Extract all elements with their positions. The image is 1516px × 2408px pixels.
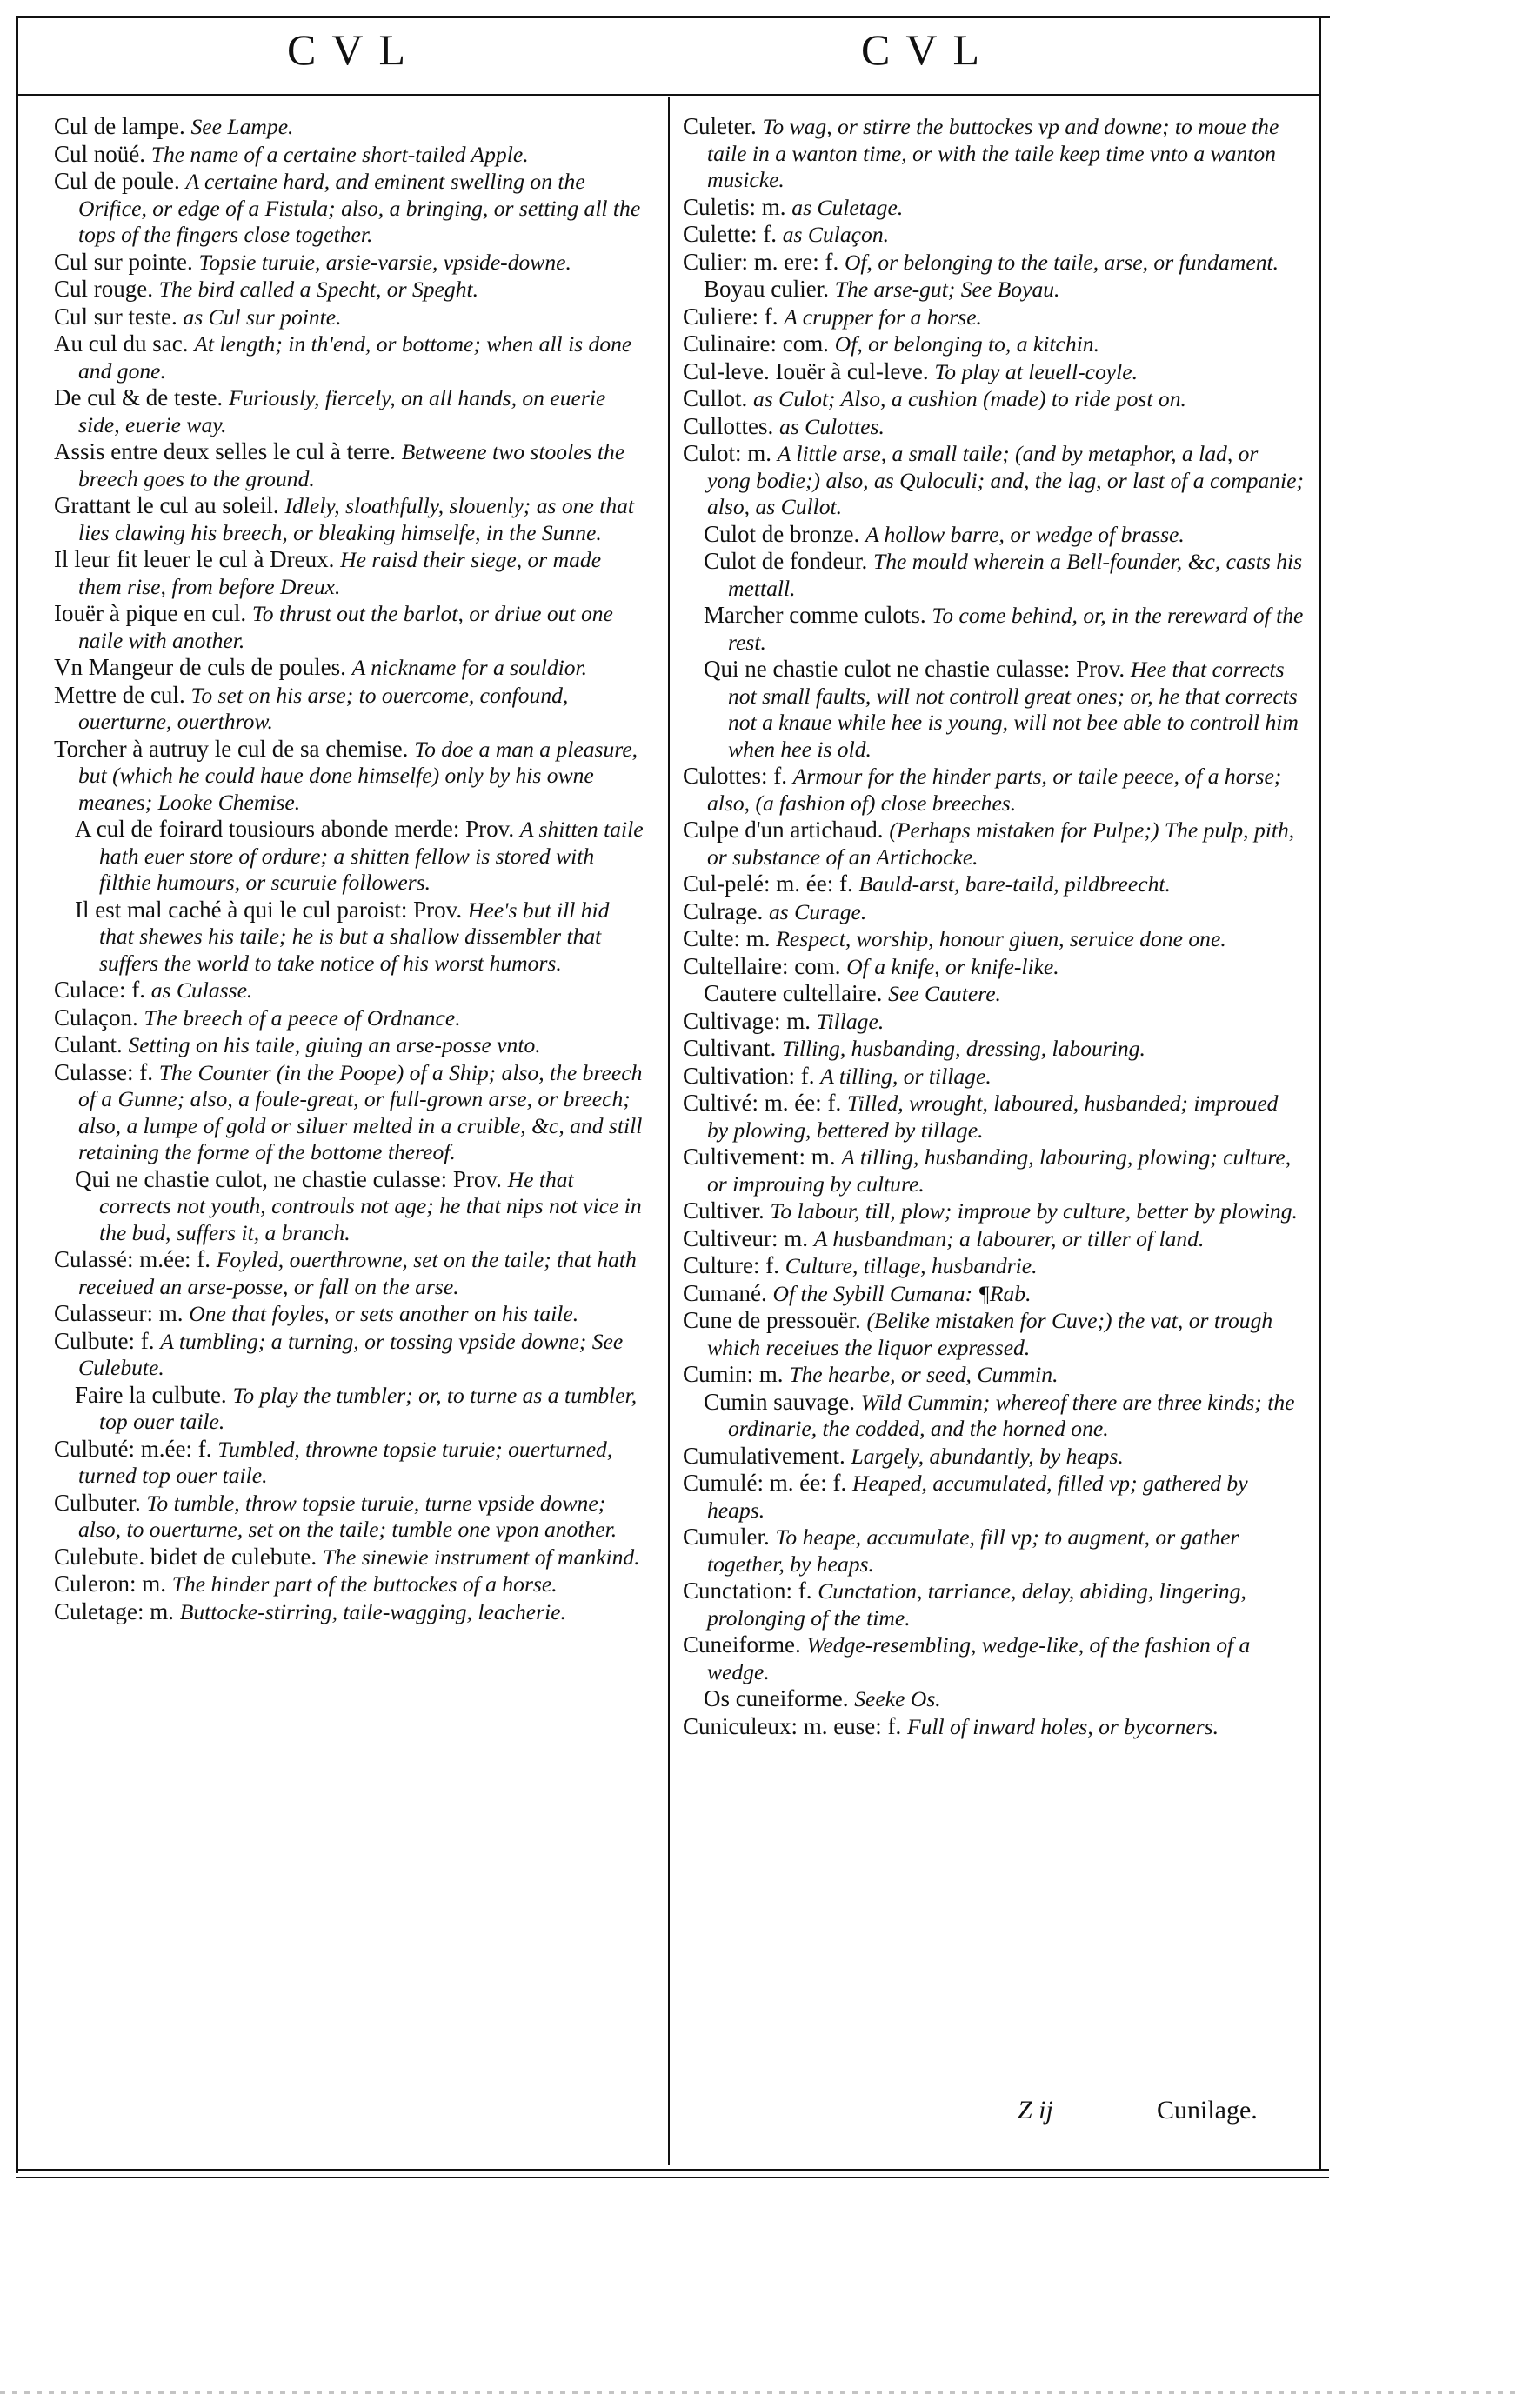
entry-definition: Cunctation, tarriance, delay, abiding, lingering, prolonging of the time. <box>707 1578 1246 1631</box>
dictionary-entry <box>683 304 1305 331</box>
dictionary-entry <box>54 1436 645 1490</box>
entry-headword: Culace: f. <box>54 977 151 1003</box>
dictionary-entry <box>54 113 645 141</box>
dictionary-entry <box>683 1578 1305 1631</box>
dictionary-entry <box>683 1631 1305 1685</box>
dictionary-entry <box>54 330 645 384</box>
dictionary-entry <box>54 600 645 654</box>
dictionary-entry <box>683 1063 1305 1091</box>
dictionary-entry <box>54 816 645 897</box>
dictionary-entry <box>683 602 1305 656</box>
catchword: Cunilage. <box>1157 2096 1258 2125</box>
dictionary-entry <box>54 168 645 249</box>
dictionary-entry <box>54 546 645 600</box>
entry-headword: Culassé: m.ée: f. <box>54 1246 217 1272</box>
entry-definition: To come behind, or, in the rereward of the rest. <box>728 603 1304 655</box>
entry-headword: Culier: m. ere: f. <box>683 248 845 275</box>
dictionary-entry <box>683 521 1305 549</box>
entry-definition: Hee that corrects not small faults, will not controll great ones; or, he that corrects not a knaue while hee is young, will not bee able to controll him when hee is old. <box>728 657 1299 762</box>
dictionary-entry <box>683 1361 1305 1389</box>
entry-definition: A crupper for a horse. <box>784 304 982 330</box>
entry-headword: Culinaire: com. <box>683 330 835 357</box>
entry-headword: Cul sur teste. <box>54 303 184 330</box>
signature-mark: Z ij <box>1018 2096 1053 2125</box>
entry-definition: Of a knife, or knife-like. <box>846 953 1059 979</box>
entry-headword: Cautere cultellaire. <box>704 980 889 1006</box>
entry-definition: Tillage. <box>816 1008 885 1034</box>
entry-definition: Of the Sybill Cumana: ¶Rab. <box>772 1280 1032 1306</box>
entry-headword: Cul de poule. <box>54 168 186 194</box>
dictionary-entry <box>683 276 1305 304</box>
entry-definition: Wedge-resembling, wedge-like, of the fashion of a wedge. <box>707 1632 1251 1684</box>
entry-definition: At length; in th'end, or bottome; when all is done and gone. <box>78 331 632 384</box>
entry-headword: Culetis: m. <box>683 193 792 220</box>
entry-definition: Largely, abundantly, by heaps. <box>851 1443 1124 1469</box>
entry-definition: Foyled, ouerthrowne, set on the taile; that hath receiued an arse-posse, or fall on the arse. <box>78 1247 637 1299</box>
entry-definition: Of, or belonging to the taile, arse, or fundament. <box>844 249 1279 275</box>
dictionary-entry <box>54 897 645 977</box>
entry-definition: Tilled, wrought, laboured, husbanded; improued by plowing, bettered by tillage. <box>707 1091 1279 1143</box>
entry-headword: Torcher à autruy le cul de sa chemise. <box>54 735 415 762</box>
entry-headword: Cultiver. <box>683 1197 771 1224</box>
entry-headword: Assis entre deux selles le cul à terre. <box>54 438 402 464</box>
dictionary-entry <box>683 249 1305 277</box>
entry-headword: Grattant le cul au soleil. <box>54 492 285 518</box>
header-rule <box>16 94 1320 96</box>
entry-headword: Culot de fondeur. <box>704 548 873 574</box>
entry-definition: He that corrects not youth, controuls not age; he that nips not vice in the bud, suffers it, a branch. <box>99 1166 642 1245</box>
dictionary-entry <box>683 763 1305 817</box>
entry-headword: De cul & de teste. <box>54 384 229 410</box>
dictionary-entry <box>683 1280 1305 1308</box>
dictionary-entry <box>683 1524 1305 1578</box>
entry-headword: Culot: m. <box>683 440 778 466</box>
entry-headword: Cultiveur: m. <box>683 1224 814 1251</box>
entry-definition: The bird called a Specht, or Speght. <box>158 277 479 302</box>
dictionary-entry <box>683 1307 1305 1361</box>
right-column <box>683 113 1305 1740</box>
entry-definition: (Perhaps mistaken for Pulpe;) The pulp, pith, or substance of an Artichocke. <box>707 817 1295 870</box>
entry-definition: Idlely, sloathfully, slouenly; as one that lies clawing his breech, or bleaking himselfe, in the Sunne. <box>78 493 635 545</box>
entry-definition: To set on his arse; to ouercome, confound, ouerturne, ouerthrow. <box>78 682 569 734</box>
entry-headword: Cune de pressouër. <box>683 1307 867 1333</box>
entry-headword: Il leur fit leuer le cul à Dreux. <box>54 546 341 572</box>
dictionary-entry <box>683 1090 1305 1144</box>
dictionary-entry <box>683 1389 1305 1443</box>
entry-definition: A hollow barre, or wedge of brasse. <box>865 521 1185 547</box>
scan-edge <box>0 2391 1516 2394</box>
entry-headword: Cultivé: m. ée: f. <box>683 1090 847 1116</box>
entry-headword: Cultivant. <box>683 1035 782 1061</box>
entry-headword: Cuneiforme. <box>683 1631 807 1658</box>
dictionary-entry <box>54 1490 645 1544</box>
entry-definition: A tilling, or tillage. <box>820 1063 992 1089</box>
entry-definition: (Belike mistaken for Cuve;) the vat, or trough which receiues the liquor expressed. <box>707 1308 1273 1360</box>
entry-headword: Culbuté: m.ée: f. <box>54 1435 218 1462</box>
dictionary-entry <box>683 980 1305 1008</box>
dictionary-entry <box>683 1443 1305 1471</box>
entry-headword: Culasse: f. <box>54 1058 159 1085</box>
entry-definition: as Culaçon. <box>782 222 890 247</box>
dictionary-entry <box>54 1544 645 1571</box>
dictionary-entry <box>683 1035 1305 1063</box>
dictionary-entry <box>683 1144 1305 1197</box>
dictionary-entry <box>54 1004 645 1032</box>
entry-definition: as Culasse. <box>150 977 253 1003</box>
entry-headword: Cumulé: m. ée: f. <box>683 1470 852 1496</box>
dictionary-entry <box>54 1166 645 1247</box>
dictionary-entry <box>683 548 1305 602</box>
entry-definition: Armour for the hinder parts, or taile peece, of a horse; also, (a fashion of) close breeches. <box>707 764 1282 816</box>
entry-definition: Furiously, fiercely, on all hands, on euerie side, euerie way. <box>78 385 606 437</box>
dictionary-entry <box>54 249 645 277</box>
entry-definition: Wild Cummin; whereof there are three kinds; the ordinarie, the codded, and the horned one. <box>728 1389 1295 1441</box>
entry-headword: Cuniculeux: m. euse: f. <box>683 1712 907 1739</box>
entry-headword: Cultivation: f. <box>683 1062 821 1089</box>
dictionary-entry <box>54 384 645 438</box>
frame-rule-bottom <box>16 2169 1329 2171</box>
entry-definition: Buttocke-stirring, taile-wagging, leacherie. <box>179 1598 566 1624</box>
dictionary-entry <box>683 1685 1305 1713</box>
dictionary-entry <box>683 1197 1305 1225</box>
dictionary-entry <box>54 654 645 682</box>
dictionary-entry <box>54 1571 645 1598</box>
entry-definition: See Cautere. <box>888 981 1001 1006</box>
entry-definition: One that foyles, or sets another on his taile. <box>189 1301 579 1326</box>
entry-definition: A husbandman; a labourer, or tiller of land. <box>813 1225 1205 1251</box>
entry-headword: Culasseur: m. <box>54 1300 190 1326</box>
frame-rule-right <box>1319 16 1321 2171</box>
entry-definition: See Lampe. <box>190 114 294 139</box>
entry-headword: Cullottes. <box>683 412 780 439</box>
entry-headword: Culaçon. <box>54 1004 144 1031</box>
entry-headword: Cul noüé. <box>54 140 151 167</box>
entry-headword: Culte: m. <box>683 925 777 951</box>
entry-definition: as Curage. <box>768 898 867 924</box>
entry-definition: Full of inward holes, or bycorners. <box>906 1713 1219 1739</box>
entry-headword: Culetage: m. <box>54 1598 180 1624</box>
entry-headword: Boyau culier. <box>704 276 835 302</box>
entry-headword: Cumuler. <box>683 1524 776 1550</box>
entry-definition: Culture, tillage, husbandrie. <box>785 1253 1038 1278</box>
left-column <box>54 113 645 1625</box>
dictionary-entry <box>683 113 1305 194</box>
entry-headword: Cul sur pointe. <box>54 248 199 275</box>
entry-definition: The name of a certaine short-tailed Apple. <box>150 141 529 167</box>
entry-definition: The arse-gut; See Boyau. <box>834 277 1060 302</box>
dictionary-entry <box>683 953 1305 981</box>
running-head-right: CVL <box>861 25 995 74</box>
dictionary-entry <box>683 898 1305 926</box>
entry-definition: A shitten taile hath euer store of ordure; a shitten fellow is stored with filthie humours, or scuruie followers. <box>99 817 644 895</box>
dictionary-entry <box>54 977 645 1004</box>
entry-definition: The sinewie instrument of mankind. <box>322 1544 640 1570</box>
entry-definition: Heaped, accumulated, filled vp; gathered by heaps. <box>707 1471 1248 1523</box>
dictionary-entry <box>683 870 1305 898</box>
dictionary-entry <box>683 1252 1305 1280</box>
entry-headword: Qui ne chastie culot ne chastie culasse: Prov. <box>704 656 1131 682</box>
entry-headword: Culrage. <box>683 897 769 924</box>
entry-headword: Mettre de cul. <box>54 681 191 708</box>
entry-headword: Cul rouge. <box>54 276 159 302</box>
entry-definition: To doe a man a pleasure, but (which he could haue done himselfe) only by his owne meanes; Looke Chemise. <box>78 736 638 815</box>
entry-headword: Iouër à pique en cul. <box>54 600 252 626</box>
dictionary-entry <box>54 1300 645 1328</box>
entry-definition: Tumbled, throwne topsie turuie; ouerturned, turned top ouer taile. <box>78 1436 613 1488</box>
entry-definition: Bauld-arst, bare-taild, pildbreecht. <box>858 871 1171 897</box>
entry-definition: A tumbling; a turning, or tossing vpside downe; See Culebute. <box>78 1328 624 1380</box>
entry-headword: Cultellaire: com. <box>683 952 847 979</box>
entry-headword: Cullot. <box>683 385 754 411</box>
entry-definition: as Culetage. <box>791 194 904 220</box>
dictionary-entry <box>683 385 1305 413</box>
dictionary-entry <box>683 330 1305 358</box>
entry-headword: Cul de lampe. <box>54 113 191 139</box>
entry-headword: Cultivage: m. <box>683 1007 817 1034</box>
dictionary-entry <box>683 817 1305 870</box>
entry-definition: as Cul sur pointe. <box>183 304 342 330</box>
entry-headword: Culiere: f. <box>683 303 785 330</box>
entry-headword: Culture: f. <box>683 1252 785 1278</box>
entry-definition: Seeke Os. <box>854 1686 941 1711</box>
entry-definition: Setting on his taile, giuing an arse-posse vnto. <box>128 1032 541 1057</box>
dictionary-entry <box>683 221 1305 249</box>
dictionary-entry <box>54 1031 645 1059</box>
dictionary-entry <box>54 682 645 736</box>
entry-definition: To play at leuell-coyle. <box>934 358 1138 384</box>
dictionary-entry <box>683 1470 1305 1524</box>
entry-headword: Il est mal caché à qui le cul paroist: Prov. <box>75 896 468 923</box>
dictionary-entry <box>683 925 1305 953</box>
dictionary-entry <box>54 1598 645 1626</box>
entry-headword: Culette: f. <box>683 221 783 247</box>
entry-definition: Betweene two stooles the breech goes to the ground. <box>78 439 625 491</box>
column-divider <box>668 97 670 2165</box>
entry-definition: A tilling, husbanding, labouring, plowing; culture, or improuing by culture. <box>707 1144 1292 1197</box>
entry-definition: The mould wherein a Bell-founder, &c, casts his mettall. <box>728 549 1303 601</box>
entry-headword: A cul de foirard tousiours abonde merde: Prov. <box>75 816 520 842</box>
entry-definition: The hinder part of the buttockes of a horse. <box>171 1571 558 1597</box>
dictionary-entry <box>54 141 645 169</box>
entry-headword: Culant. <box>54 1031 129 1057</box>
entry-definition: as Culot; Also, a cushion (made) to ride post on. <box>753 386 1186 411</box>
entry-definition: as Culottes. <box>779 413 885 439</box>
dictionary-entry <box>54 438 645 492</box>
entry-definition: The hearbe, or seed, Cummin. <box>789 1362 1059 1387</box>
dictionary-entry <box>683 358 1305 386</box>
dictionary-entry <box>683 656 1305 763</box>
dictionary-entry <box>54 492 645 546</box>
entry-headword: Cumin: m. <box>683 1361 790 1387</box>
entry-definition: To thrust out the barlot, or driue out one naile with another. <box>78 601 613 653</box>
entry-headword: Cumané. <box>683 1279 773 1306</box>
dictionary-entry <box>54 1246 645 1300</box>
dictionary-entry <box>683 1008 1305 1036</box>
entry-headword: Culot de bronze. <box>704 520 865 547</box>
entry-headword: Culeter. <box>683 113 763 139</box>
entry-definition: A nickname for a souldior. <box>351 655 588 680</box>
entry-headword: Culeron: m. <box>54 1571 172 1597</box>
dictionary-entry <box>54 276 645 304</box>
entry-headword: Vn Mangeur de culs de poules. <box>54 654 352 680</box>
entry-definition: To tumble, throw topsie turuie, turne vpside downe; also, to ouerturne, set on the taile; tumble one vpon another. <box>78 1490 618 1542</box>
entry-headword: Cul-leve. Iouër à cul-leve. <box>683 357 935 384</box>
entry-definition: A little arse, a small taile; (and by metaphor, a lad, or yong bodie;) also, as Quloculi; and, the lag, or last of a companie; also, as Cullot. <box>707 441 1304 519</box>
entry-headword: Qui ne chastie culot, ne chastie culasse: Prov. <box>75 1165 508 1192</box>
entry-definition: To wag, or stirre the buttockes vp and downe; to moue the taile in a wanton time, or with the taile keep time vnto a wanton musicke. <box>707 114 1279 192</box>
entry-definition: To heape, accumulate, fill vp; to augment, or gather together, by heaps. <box>707 1524 1239 1577</box>
dictionary-entry <box>683 413 1305 441</box>
entry-headword: Marcher comme culots. <box>704 602 932 628</box>
entry-headword: Cultivement: m. <box>683 1144 842 1170</box>
entry-headword: Culbute: f. <box>54 1327 161 1354</box>
frame-rule-bottom-double <box>16 2177 1329 2178</box>
entry-definition: To play the tumbler; or, to turne as a tumbler, top ouer taile. <box>99 1382 638 1434</box>
entry-headword: Cumin sauvage. <box>704 1388 861 1415</box>
dictionary-entry <box>54 304 645 331</box>
entry-headword: Au cul du sac. <box>54 330 195 357</box>
entry-definition: The breech of a peece of Ordnance. <box>144 1004 461 1031</box>
entry-headword: Cumulativement. <box>683 1442 851 1469</box>
entry-headword: Culottes: f. <box>683 763 793 789</box>
dictionary-entry <box>54 1382 645 1436</box>
dictionary-entry <box>683 1713 1305 1741</box>
dictionary-entry <box>54 1059 645 1166</box>
dictionary-entry <box>54 736 645 817</box>
entry-headword: Cunctation: f. <box>683 1578 818 1604</box>
dictionary-entry <box>683 440 1305 521</box>
entry-headword: Cul-pelé: m. ée: f. <box>683 870 859 897</box>
entry-headword: Os cuneiforme. <box>704 1685 855 1711</box>
entry-headword: Culbuter. <box>54 1489 147 1516</box>
entry-definition: To labour, till, plow; improue by culture, better by plowing. <box>770 1198 1298 1224</box>
entry-definition: Hee's but ill hid that shewes his taile; he is but a shallow dissembler that suffers the world to take notice of his worst humors. <box>99 897 610 976</box>
entry-definition: Tilling, husbanding, dressing, labouring. <box>782 1036 1145 1061</box>
entry-headword: Culebute. bidet de culebute. <box>54 1543 323 1570</box>
entry-definition: The Counter (in the Poope) of a Ship; also, the breech of a Gunne; also, a foule-great, or full-grown arse, or breech; also, a lumpe of gold or siluer melted in a cruible, &c, and still retaining the forme of the bottome thereof. <box>78 1059 643 1164</box>
entry-definition: A certaine hard, and eminent swelling on the Orifice, or edge of a Fistula; also, a bringing, or setting all the tops of the fingers close together. <box>78 169 641 247</box>
dictionary-entry <box>54 1328 645 1382</box>
entry-definition: Of, or belonging to, a kitchin. <box>834 331 1099 357</box>
entry-headword: Faire la culbute. <box>75 1381 233 1408</box>
dictionary-entry <box>683 1225 1305 1253</box>
entry-definition: Respect, worship, honour giuen, seruice done one. <box>776 926 1226 951</box>
entry-definition: He raisd their siege, or made them rise, from before Dreux. <box>78 547 602 599</box>
entry-definition: Topsie turuie, arsie-varsie, vpside-downe. <box>198 249 571 275</box>
running-head-left: CVL <box>287 25 421 74</box>
dictionary-entry <box>683 194 1305 222</box>
entry-headword: Culpe d'un artichaud. <box>683 817 890 843</box>
